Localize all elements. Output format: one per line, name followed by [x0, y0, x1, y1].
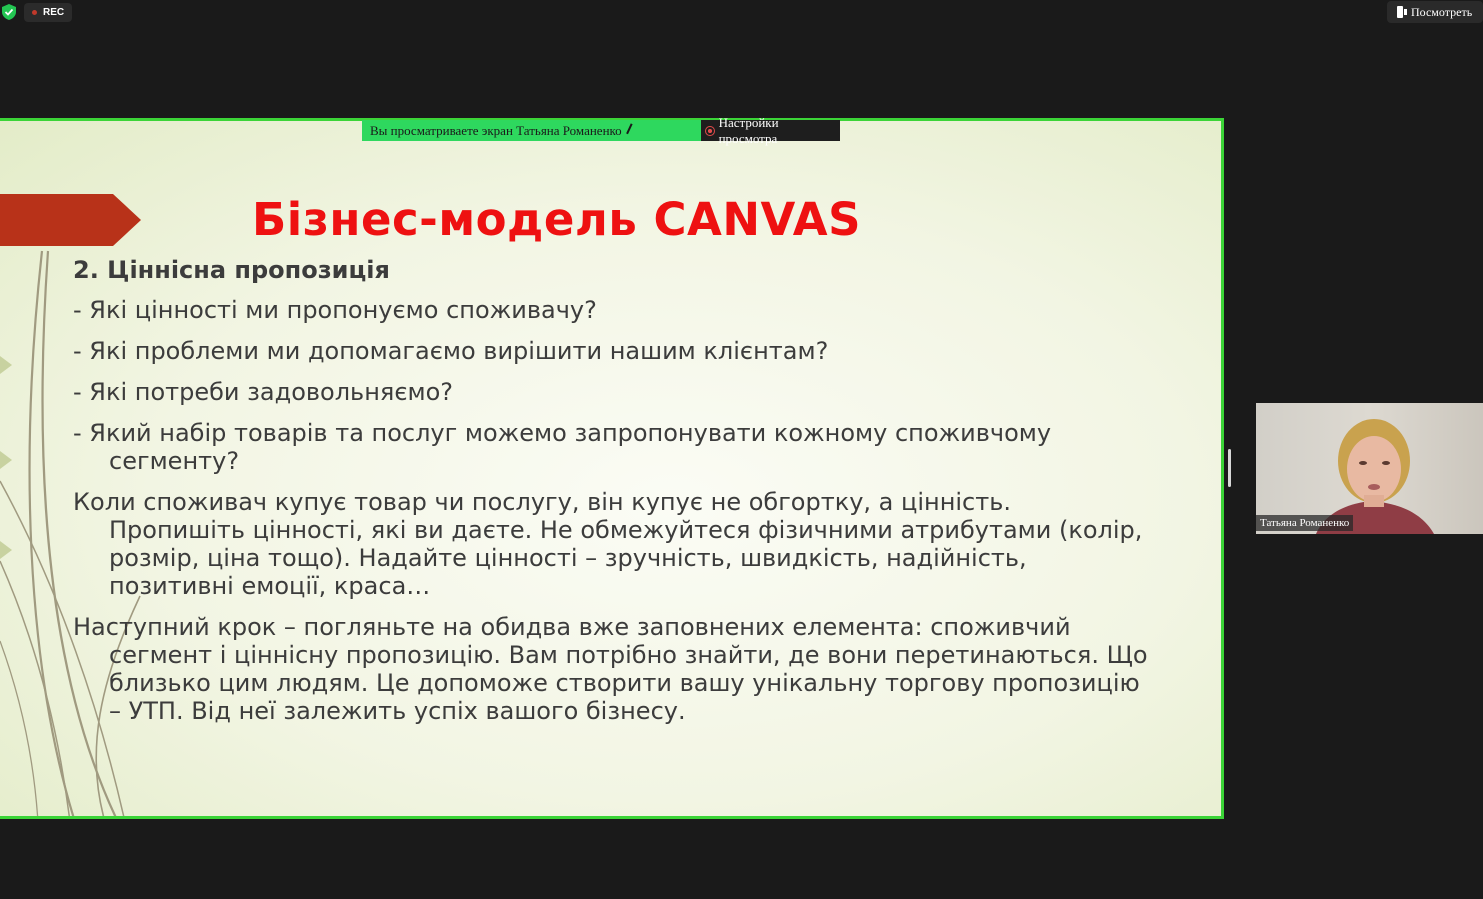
settings-label: Настройки просмотра: [718, 114, 779, 146]
share-info-text: Вы просматриваете экран Татьяна Романенко: [370, 122, 622, 138]
record-dot-icon: [32, 10, 37, 15]
screen-share-banner: [362, 114, 840, 146]
panel-resize-handle[interactable]: [1228, 449, 1231, 487]
participant-video[interactable]: [1256, 403, 1483, 534]
slide-title: Бізнес-модель CANVAS: [252, 193, 861, 246]
slide-heading: 2. Ціннісна пропозиція: [73, 256, 390, 284]
question-item: - Який набір товарів та послуг можемо запропонувати кожному споживчому сегменту?: [73, 419, 1052, 475]
view-icon: [1397, 6, 1407, 18]
paragraph-next-step: Наступний крок – погляньте на обидва вже заповнених елемента: споживчий сегмент і ціннісну пропозицію. Вам потрібно знайти, де вони перетинаються. Що близько цим людям. Це допоможе створити вашу унікальну торгову пропозицію – УТП. Від неї залежить успіх вашого бізнесу.: [73, 613, 1148, 725]
slide-content: [73, 256, 1153, 738]
pin-icon: [626, 123, 640, 137]
question-item: - Які цінності ми пропонуємо споживачу?: [73, 296, 597, 324]
question-item: - Які проблеми ми допомагаємо вирішити нашим клієнтам?: [73, 337, 829, 365]
question-item: - Які потреби задовольняємо?: [73, 378, 454, 406]
paragraph-value-description: Коли споживач купує товар чи послугу, він купує не обгортку, а цінність. Пропишіть цінності, які ви даєте. Не обмежуйтеся фізичними атрибутами (колір, розмір, ціна тощо). Надайте цінності – зручність, швидкість, надійність, позитивні емоції, краса…: [73, 488, 1143, 600]
view-options-button[interactable]: [1387, 1, 1483, 23]
view-button-label: Посмотреть: [1411, 4, 1473, 19]
rec-label: REC: [43, 7, 65, 18]
shared-screen: [0, 118, 1224, 819]
share-info: [362, 120, 701, 141]
settings-dot-icon: [705, 126, 715, 136]
recording-indicator[interactable]: [24, 3, 72, 22]
title-arrow-shape: [0, 194, 141, 246]
participant-name: Татьяна Романенко: [1256, 515, 1353, 531]
shield-icon: [2, 4, 16, 20]
view-settings-button[interactable]: [701, 114, 840, 146]
